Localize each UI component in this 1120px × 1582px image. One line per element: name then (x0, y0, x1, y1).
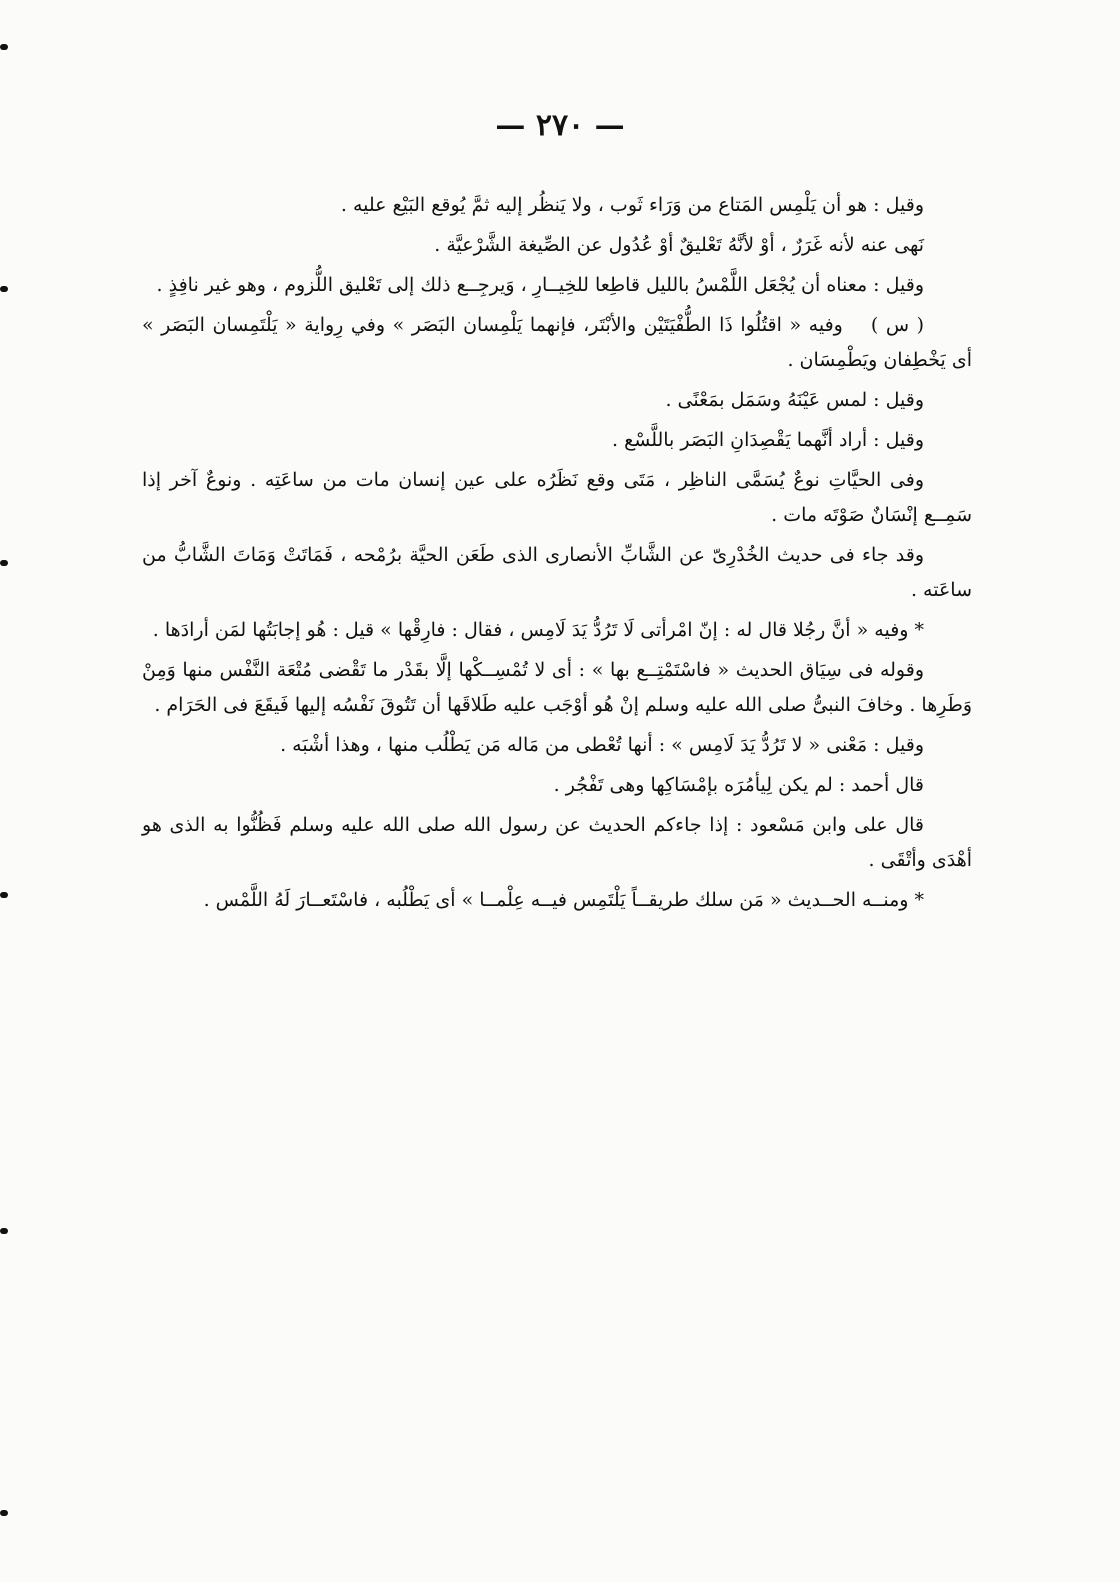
paragraph (142, 423, 972, 458)
paragraph-text: * ومنــه الحــديث « مَن سلك طريقــاً يَلْتَمِس فيــه عِلْمــا » أى يَطْلُبه ، فاسْتَعــارَ لَهُ اللَّمْس . (203, 889, 924, 911)
paragraph (142, 268, 972, 303)
paragraph (142, 228, 972, 263)
paragraph-text: وقد جاء فى حديث الخُدْرِىّ عن الشَّابِّ الأنصارى الذى طَعَن الحيَّة برُمْحه ، فَمَاتَتْ وَمَاتَ الشَّابُّ من ساعَته . (142, 544, 972, 601)
page-number: — ٢٧٠ — (495, 108, 625, 143)
paragraph (142, 308, 972, 378)
source-tag: ( س ) (870, 314, 924, 336)
paragraph-text: وقيل : معناه أن يُجْعَل اللَّمْسُ بالليل قاطِعا للخِيــارِ ، وَيرجِــع ذلك إلى تَعْليق اللُّزوم ، وهو غير نافِذٍ . (156, 274, 924, 296)
paragraph-text: وقيل : أراد أنَّهما يَقْصِدَانِ البَصَر باللَّسْع . (612, 429, 924, 451)
paragraph-text: وفى الحيَّاتِ نوعٌ يُسَمَّى الناظِر ، مَتَى وقع نَظَرُه على عين إنسان مات من ساعَتِه . ونوعٌ آخر إذا سَمِــع إنْسَانٌ صَوْتَه مات . (142, 469, 972, 526)
paragraph-text: قال على وابن مَسْعود : إذا جاءكم الحديث عن رسول الله صلى الله عليه وسلم فَظُنُّوا به الذى هو أهْدَى وأتْقَى . (142, 814, 972, 871)
binding-mark (0, 286, 8, 292)
paragraph (142, 653, 972, 723)
paragraph (142, 768, 972, 803)
binding-mark (0, 560, 8, 566)
paragraph-text: وقيل : مَعْنى « لا تَرُدُّ يَدَ لَامِس » : أنها تُعْطى من مَاله مَن يَطْلُب منها ، وهذا أشْبَه . (280, 734, 924, 756)
binding-mark (0, 1228, 8, 1234)
paragraph-text: نَهى عنه لأنه غَرَرٌ ، أوْ لأنَّهُ تَعْليقٌ أوْ عُدُول عن الصِّيغة الشَّرْعيَّة . (434, 234, 924, 256)
binding-mark (0, 1510, 8, 1516)
paragraph (142, 808, 972, 878)
paragraph-text: وفيه « اقتُلُوا ذَا الطُّفْيَتَيْن والأبْتَر، فإنهما يَلْمِسان البَصَر » وفي رِواية « يَلْتَمِسان البَصَر » أى يَخْطِفان ويَطْمِسَان . (142, 314, 972, 371)
paragraph-text: قال أحمد : لم يكن لِيأمُرَه بإمْسَاكِها وهى تَفْجُر . (553, 774, 924, 796)
paragraph-text: وقيل : هو أن يَلْمِس المَتاع من وَرَاء ثَوب ، ولا يَنظُر إليه ثمَّ يُوقع البَيْع عليه . (340, 194, 924, 216)
paragraph (142, 383, 972, 418)
paragraph (142, 463, 972, 533)
page-body (142, 188, 972, 923)
binding-mark (0, 892, 8, 898)
paragraph (142, 728, 972, 763)
paragraph (142, 613, 972, 648)
paragraph (142, 188, 972, 223)
paragraph-text: * وفيه « أنَّ رجُلا قال له : إنّ امْرأتى لَا تَرُدُّ يَدَ لَامِس ، فقال : فارِقْها » قيل : هُو إجابَتُها لمَن أرادَها . (152, 619, 924, 641)
paragraph (142, 538, 972, 608)
paragraph-text: وقوله فى سِيَاق الحديث « فاسْتَمْتِــع بها » : أى لا تُمْسِــكْها إلَّا بقَدْر ما تَقْضى مُتْعَة النَّفْس منها وَمِنْ وَطَرِها . وخافَ النبىُّ صلى الله عليه وسلم إنْ هُو أوْجَب عليه طَلاقَها أن تَتُوقَ نَفْسُه إليها فَيقَعَ فى الحَرَام . (142, 659, 972, 716)
binding-mark (0, 44, 8, 50)
paragraph (142, 883, 972, 918)
paragraph-text: وقيل : لمس عَيْنَهُ وسَمَل بمَعْنًى . (665, 389, 924, 411)
